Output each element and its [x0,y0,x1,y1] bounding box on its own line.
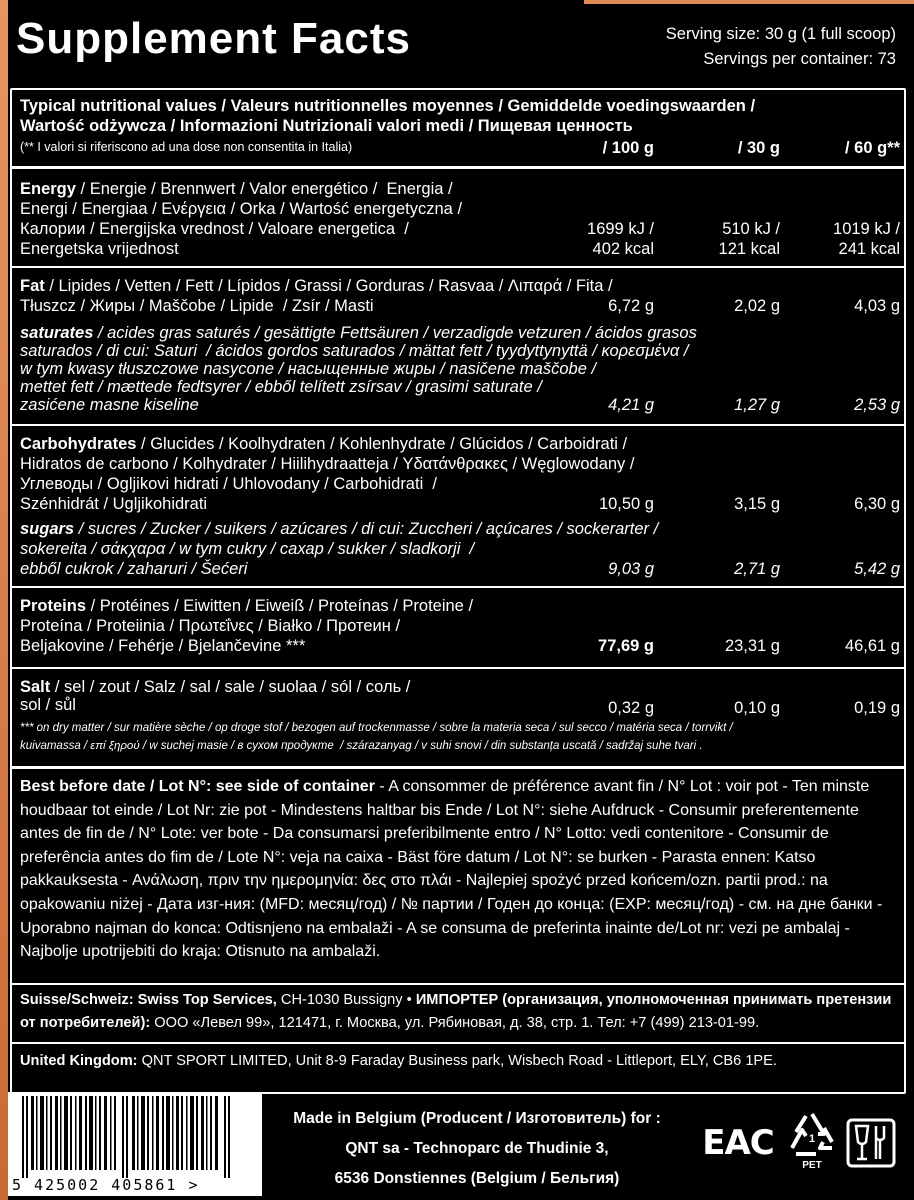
barcode-bars [22,1096,232,1178]
barcode-number: 5 425002 405861 > [12,1176,200,1194]
fat-label: Fat [20,277,45,295]
salt-line-1: Salt / sel / zout / Salz / sal / sale / suolaa / sól / соль / [20,678,411,696]
divider [12,266,904,268]
energy-line-1: Energy / Energie / Brennwert / Valor energético / Energia / [20,180,453,198]
energy-line-4: Energetska vrijednost [20,240,179,258]
manufacturer-info [262,1104,692,1194]
proteins-100g: 77,69 g [598,637,654,655]
saturates-100g: 4,21 g [608,396,654,414]
footnote-line-1: *** on dry matter / sur matière sèche / op droge stof / bezogen auf trockenmasse / sobre la materia seca / sul secco / matéria seca / torrvikt / [20,722,733,734]
salt-100g: 0,32 g [608,699,654,717]
carbs-line-3: Углеводы / Ogljikovi hidrati / Uhlovodany / Carbohidrati / [20,475,437,493]
divider [12,766,904,769]
energy-label: Energy [20,180,76,198]
divider [12,667,904,669]
saturates-line-5: zasićene masne kiseline [20,396,199,414]
proteins-label: Proteins [20,597,87,615]
carbs-100g: 10,50 g [598,495,654,513]
saturates-line-1: saturates / acides gras saturés / gesättigte Fettsäuren / verzadigde vetzuren / ácidos grasos [20,324,697,342]
page-title: Supplement Facts [16,14,411,63]
uk-address: United Kingdom: QNT SPORT LIMITED, Unit 8-9 Faraday Business park, Wisbech Road - Littleport, ELY, CB6 1PE. [20,1053,777,1069]
sugars-line-2: sokereita / σάκχαρα / w tym cukry / сахар / sukker / sladkorji / [20,540,475,558]
fat-line-1: Fat / Lipides / Vetten / Fett / Lípidos / Grassi / Gorduras / Rasvaa / Λιπαρά / Fita / [20,277,613,295]
proteins-line-3: Beljakovine / Fehérje / Bjelančevine *** [20,637,306,655]
best-before-text: Best before date / Lot N°: see side of container - A consommer de préférence avant fin / N° Lot : voir pot - Ten minste houdbaar tot einde / Lot Nr: zie pot - Mindestens haltbar bis Ende / Lot N°: siehe Aufdruck - Consumir preferentemente antes de fin de / N° Lote: ver bote - Da consumarsi preferibilmente entro / N° Lotto: vedi contenitore - Consumir de preferência antes do fim de / Lote N°: veja na caixa - Bäst före datum / Lot N°: se burken - Parasta ennen: Katso pakkauksesta - Ανάλωση, πριν την ημερομηνία: δες στο πλάι - Najlepiej spożyć przed końcem/ozn. partii prod.: na opakowaniu niżej - Дата изг-ния: (MFD: месяц/год) / № партии / Годен до конца: (EXP: месяц/год) - см. на дне банки - Uporabno najman do konca: Odtisnjeno na embalaži - A se consuma de preferinta inainte de/Lot nr: vezi pe ambalaj - Najbolje upotrijebiti do kraja: Otisnuto na ambalaži. [20,778,883,961]
left-edge-decoration [0,0,8,1200]
sugars-line-3: ebből cukrok / zaharuri / Šećeri [20,560,248,578]
sugars-60g: 5,42 g [854,560,900,578]
carbs-line-4: Szénhidrát / Ugljikohidrati [20,495,208,513]
manufacturer-address-line-1: QNT sa - Technoparc de Thudinie 3, [345,1140,609,1157]
carbs-label: Carbohydrates [20,435,137,453]
carbs-line-1: Carbohydrates / Glucides / Koolhydraten / Kohlenhydrate / Glúcidos / Carboidrati / [20,435,628,453]
divider [12,1042,904,1044]
proteins-line-1: Proteins / Protéines / Eiwitten / Eiweiß / Proteínas / Proteine / [20,597,474,615]
divider [12,166,904,169]
nutrition-table [10,88,906,1094]
fat-60g: 4,03 g [854,297,900,315]
sugars-30g: 2,71 g [734,560,780,578]
carbs-30g: 3,15 g [734,495,780,513]
sugars-100g: 9,03 g [608,560,654,578]
recycle-pet-icon [782,1108,842,1172]
eac-mark-icon [702,1118,774,1163]
made-in-line: Made in Belgium (Producent / Изготовитель) for : [293,1110,661,1127]
energy-kj-60g: 1019 kJ / [833,220,900,238]
energy-kj-30g: 510 kJ / [722,220,780,238]
salt-label: Salt [20,678,51,696]
proteins-line-2: Proteína / Proteiinia / Πρωτεΐνες / Białko / Протеин / [20,617,401,635]
table-header [12,90,904,166]
saturates-30g: 1,27 g [734,396,780,414]
divider [12,424,904,426]
saturates-line-2: saturados / di cui: Saturi / ácidos gordos saturados / mättat fett / tyydyttynyttä / κορεσμένα / [20,342,689,360]
carbs-60g: 6,30 g [854,495,900,513]
header-note: (** I valori si riferiscono ad una dose non consentita in Italia) [20,140,353,154]
importer-text: Suisse/Schweiz: Swiss Top Services, CH-1030 Bussigny • ИМПОРТЕР (организация, уполномоченная принимать претензии от потребителей): ООО «Левел 99», 121471, г. Москва, ул. Рябиновая, д. 38, стр. 1. Тел: +7 (499) 213-01-99. [20,992,892,1031]
saturates-label: saturates [20,324,94,342]
serving-size: Serving size: 30 g (1 full scoop) [665,25,896,43]
fat-30g: 2,02 g [734,297,780,315]
divider [12,983,904,985]
energy-line-2: Energi / Energiaa / Ενέργεια / Orka / Wartość energetyczna / [20,200,463,218]
energy-kcal-100g: 402 kcal [592,240,654,258]
serving-info [666,22,896,72]
energy-kj-100g: 1699 kJ / [587,220,654,238]
saturates-line-3: w tym kwasy tłuszczowe nasycone / насыщенные жиры / nasičene maščobe / [20,360,597,378]
carbs-line-2: Hidratos de carbono / Kolhydrater / Hiilihydraatteja / Υδατάνθρακες / Węglowodany / [20,455,635,473]
salt-line-2: sol / sůl [20,696,76,714]
saturates-60g: 2,53 g [854,396,900,414]
column-header-60g: / 60 g** [844,139,900,157]
fat-100g: 6,72 g [608,297,654,315]
footnote-line-2: kuivamassa / επί ξηρού / w suchej masie / в сухом продукте / szárazanyag / v suhi snovi / din substanța uscată / sadržaj suhe tvari . [20,740,703,752]
salt-60g: 0,19 g [854,699,900,717]
energy-line-3: Калории / Energijska vrednost / Valoare energetica / [20,220,409,238]
sugars-label: sugars [20,520,75,538]
svg-text:EAC: EAC [702,1123,774,1163]
energy-kcal-30g: 121 kcal [718,240,780,258]
svg-text:PET: PET [802,1160,822,1171]
barcode [8,1092,262,1196]
proteins-60g: 46,61 g [844,637,900,655]
servings-per-container: Servings per container: 73 [703,50,896,68]
column-header-30g: / 30 g [737,139,780,157]
best-before-heading: Best before date / Lot N°: see side of container [20,778,375,795]
header-line-1: Typical nutritional values / Valeurs nutritionnelles moyennes / Gemiddelde voedingswaarden / [20,97,756,115]
header-line-2: Wartość odżywcza / Informazioni Nutrizionali valori medi / Пищевая ценность [20,117,633,135]
food-contact-icon [846,1118,896,1168]
proteins-30g: 23,31 g [724,637,780,655]
divider [12,586,904,588]
salt-30g: 0,10 g [734,699,780,717]
column-header-100g: / 100 g [602,139,654,157]
saturates-line-4: mettet fett / mættede fedtsyrer / ebből telített zsírsav / grasimi saturate / [20,378,542,396]
svg-text:1: 1 [808,1133,816,1145]
energy-kcal-60g: 241 kcal [838,240,900,258]
fat-line-2: Tłuszcz / Жиры / Maščobe / Lipide / Zsír / Masti [20,297,374,315]
top-edge-decoration [584,0,914,4]
manufacturer-address-line-2: 6536 Donstiennes (Belgium / Бельгия) [334,1170,620,1187]
sugars-line-1: sugars / sucres / Zucker / suikers / azúcares / di cui: Zuccheri / açúcares / sockerarter / [20,520,659,538]
